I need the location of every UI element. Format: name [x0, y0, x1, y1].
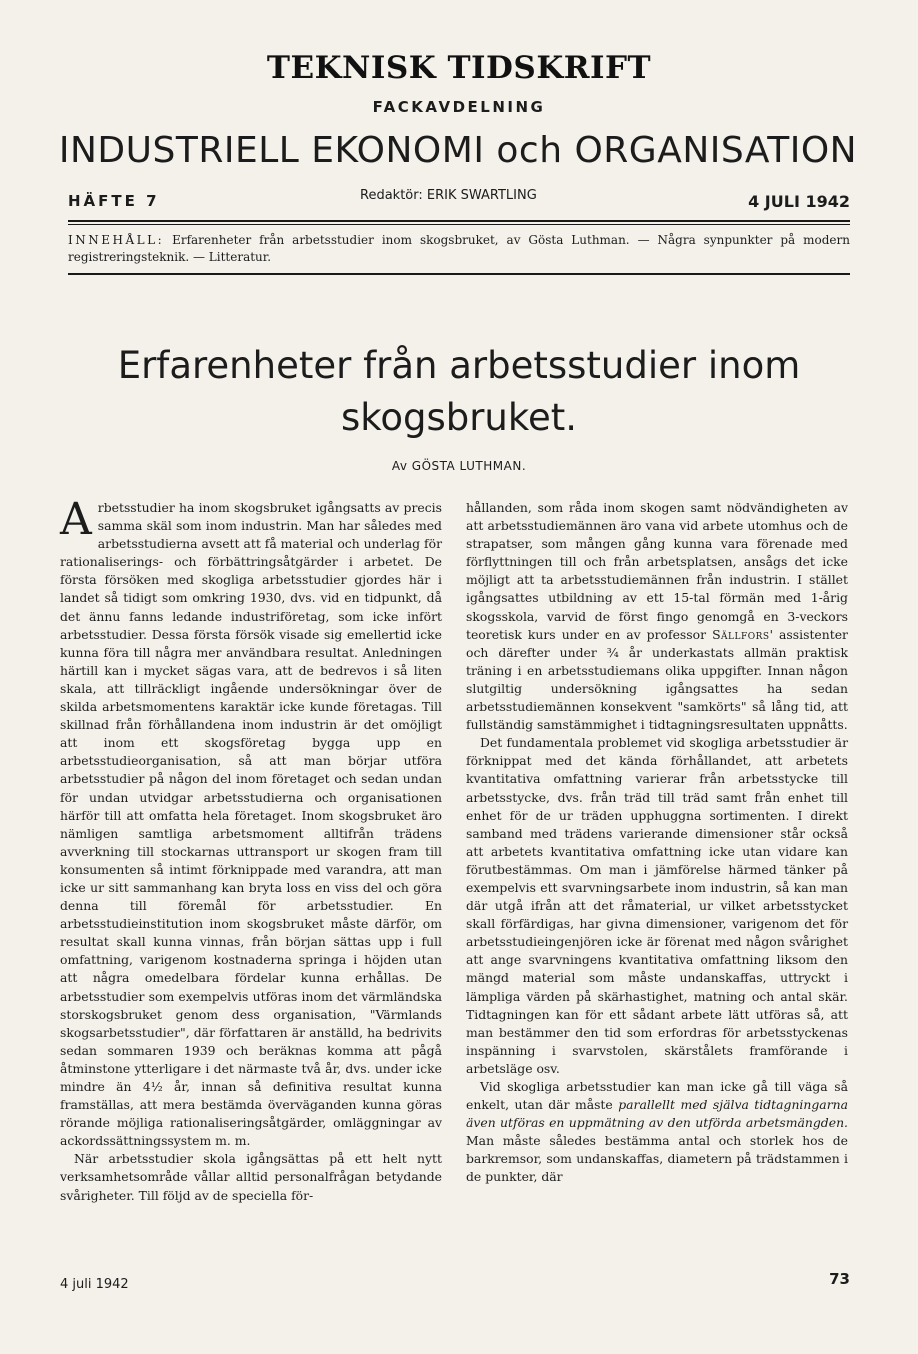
editor-credit: Redaktör: ERIK SWARTLING — [360, 188, 537, 203]
paragraph — [466, 499, 848, 734]
article-byline: Av GÖSTA LUTHMAN. — [391, 459, 527, 473]
footer-date: 4 juli 1942 — [60, 1277, 129, 1292]
drop-cap: A — [60, 494, 92, 545]
journal-masthead: TEKNISK TIDSKRIFT — [266, 50, 652, 86]
paragraph — [60, 494, 442, 1150]
header-rule-top — [68, 220, 850, 222]
paragraph — [466, 1078, 848, 1187]
article-column-left — [60, 494, 442, 1205]
fraction: 4½ — [142, 1079, 163, 1094]
department-label: FACKAVDELNING — [372, 98, 546, 116]
emphasis-text: parallellt med själva tidtagningarna även utföras en uppmätning av den utförda arbetsmängden. — [466, 1097, 848, 1131]
issue-number: HÄFTE 7 — [68, 192, 160, 210]
header-rule-thin — [68, 224, 850, 225]
issue-row — [68, 188, 850, 212]
table-of-contents — [68, 232, 850, 266]
contents-text: Erfarenheter från arbetsstudier inom skogsbruket, av Gösta Luthman. — Några synpunkter på modern registreringsteknik. — Litteratur. — [68, 233, 850, 264]
person-name: Sällfors — [712, 626, 770, 642]
paragraph-text: ' assistenter och därefter under — [466, 626, 848, 660]
paragraph-text: Man måste således bestämma antal och storlek hos de barkremsor, som undanskaffas, diametern på trädstammen i de punkter, där — [466, 1133, 848, 1185]
paragraph-text: rbetsstudier ha inom skogsbruket igångsatts av precis samma skäl som inom industrin. Man har således med arbetsstudierna avsett att få material och underlag för rationaliserings- och förbättringsåtgärder i arbetet. De första försöken med skogliga arbetsstudier gjordes här i landet så tidigt som omkring 1930, dvs. vid en tidpunkt, då det ännu fanns ledande industriföretag, som icke infört arbetsstudier. Dessa första försök visade sig emellertid icke kunna föra till några mer användbara resultat. Anledningen härtill kan i mycket sägas vara, att de bedrevos i så liten skala, att tillräckligt ingående undersökningar över de skilda arbetsmomentens karaktär icke kunde företagas. Till skillnad från förhållandena inom industrin är det omöjligt att inom ett skogsföretag bygga upp en arbetsstudieorganisation, så att man börjar utföra arbetsstudier på någon del inom företaget och sedan undan för undan utvidgar arbetsstudierna och organisationen härför till att omfatta hela företaget. Inom skogsbruket äro nämligen samtliga arbetsmoment alltifrån trädens avverkning till stockarnas uttransport ur skogen fram till konsumenten så intimt förknippade med varandra, att man icke ur sitt sammanhang kan bryta loss en viss del och göra denna till föremål för arbetsstudier. En arbetsstudieinstitution inom skogsbruket måste därför, om resultat skall kunna vinnas, från början sättas upp i full omfattning, varigenom kostnaderna springa i höjden utan att några omedelbara fördelar kunna erhållas. De arbetsstudier som exempelvis utföras inom det värmländska storskogsbruket genom dess organisation, "Värmlands skogsarbetsstudier", där författaren är anställd, ha bedrivits sedan sommaren 1939 och beräknas komma att pågå åtminstone ytterligare i det närmaste två år, dvs. under icke mindre än — [60, 500, 442, 1094]
paragraph-text: år underkastats allmän praktisk träning i en arbetsstudiemans olika uppgifter. Innan någon slutgiltig undersökning igångsattes ha sedan arbetsstudiemännen konsekvent "samkörts" så lång tid, att fullständig samstämmighet i tidtagningsresultaten uppnåtts. — [466, 644, 848, 733]
article-title: Erfarenheter från arbetsstudier inom skogsbruket. — [117, 344, 801, 439]
fraction: ¾ — [606, 644, 619, 660]
page-number: 73 — [829, 1270, 850, 1288]
paragraph-text: hållanden, som råda inom skogen samt nödvändigheten av att arbetsstudiemännen äro vana vid arbete utomhus och de strapatser, som mången gång kunna vara förenade med förflyttningen till och från arbetsplatsen, ansågs det icke möjligt att ta arbetsstudiemännen från industrin. I stället igångsattes utbildning av ett 15-tal förmän med 1-årig skogsskola, varvid de först fingo genomgå en 3-veckors teoretisk kurs under en av professor — [466, 500, 848, 642]
contents-label: INNEHÅLL: — [68, 233, 165, 247]
section-title: INDUSTRIELL EKONOMI och ORGANISATION — [58, 130, 858, 171]
paragraph-text: Vid skogliga arbetsstudier kan man icke gå till väga så enkelt, utan där måste — [466, 1079, 848, 1113]
contents-rule-bottom — [68, 273, 850, 275]
paragraph-text: år, innan så definitiva resultat kunna framställas, att mera bestämda överväganden kunna göras rörande möjliga rationaliseringsåtgärder, omläggningar av ackordssättningssystem m. m. — [60, 1079, 442, 1149]
paragraph: När arbetsstudier skola igångsättas på ett helt nytt verksamhetsområde vållar alltid personalfrågan betydande svårigheter. Till följd av de speciella för- — [60, 1151, 442, 1203]
issue-date: 4 JULI 1942 — [748, 192, 850, 211]
article-column-right — [466, 499, 848, 1187]
paragraph: Det fundamentala problemet vid skogliga arbetsstudier är förknippat med det kända förhållandet, att arbetets kvantitativa omfattning varierar från arbetsstycke till arbetsstycke, dvs. från träd till träd samt från enhet till enhet för de ur träden upphuggna sortimenten. I direkt samband med trädens varierande dimensioner står också att arbetets kvantitativa omfattning icke utan vidare kan förutbestämmas. Om man i jämförelse härmed tänker på exempelvis ett svarvningsarbete inom industrin, så kan man där utgå ifrån att det råmaterial, ur vilket arbetsstycket skall förfärdigas, har givna dimensioner, varigenom det för arbetsstudieingenjören icke är förenat med någon svårighet att ange svarvningens kvantitativa omfattning liksom den mängd material som måste undanskaffas, uttryckt i lämpliga värden på skärhastighet, matning och antal skär. Tidtagningen kan för ett sådant arbete lätt utföras så, att man bestämmer den tid som erfordras för arbetsstyckenas inspänning i svarvstolen, skärstålets framförande i arbetsläge osv. — [466, 735, 848, 1076]
